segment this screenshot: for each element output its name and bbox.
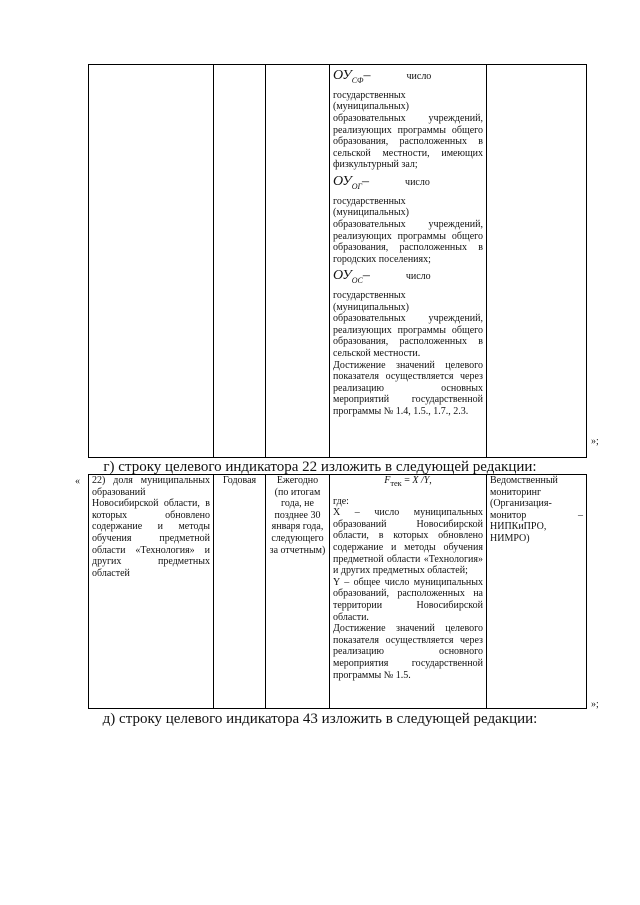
- y-description: Y – общее число муниципальных образований, расположенных на территории Новосибирской области.: [333, 576, 483, 623]
- timing: Ежегодно (по итогам года, не позднее 30 января года, следующего за отчетным): [266, 475, 330, 709]
- x-description: X – число муниципальных образований Новосибирской области, в которых обновлено содержание и методы обучения предметной области «Технология» и других предметных областей;: [333, 507, 483, 577]
- timing-cell: [266, 65, 330, 458]
- indicator-table-22: [88, 474, 587, 709]
- indicator-cell: [89, 65, 214, 458]
- source-cell: [487, 65, 587, 458]
- formula-variable: $ОУ_{ОГ}-$ число: [333, 173, 430, 191]
- indicator-table-continuation: [88, 64, 587, 458]
- variable-description: государственных (муниципальных) образовательных учреждений, реализующих программы общего образования, расположенных в городских поселениях;: [333, 195, 483, 265]
- variable-description: государственных (муниципальных) образовательных учреждений, реализующих программы общего образования, расположенных в сельской местности.: [333, 290, 483, 360]
- formula-variable: $ОУ_{СФ}-$ число: [333, 68, 432, 85]
- closing-quote: »;: [591, 436, 599, 447]
- achievement-text: Достижение значений целевого показателя осуществляется через реализацию основного мероприятия государственной программы № 1.5.: [333, 623, 483, 681]
- periodicity: Годовая: [214, 475, 266, 709]
- calculation-method-cell: [330, 65, 487, 458]
- indicator-name: 22) доля муниципальных образований Новосибирской области, в которых обновлено содержание и методы обучения предметной области «Технология» и других предметных областей: [89, 475, 214, 709]
- closing-quote: »;: [591, 699, 599, 710]
- where-label: где:: [333, 495, 349, 507]
- opening-quote: «: [75, 476, 80, 487]
- variable-description: государственных (муниципальных) образовательных учреждений, реализующих программы общего образования, расположенных в сельской местности, имеющих физкультурный зал;: [333, 89, 483, 171]
- achievement-text: Достижение значений целевого показателя осуществляется через реализацию основных мероприятий государственной программы № 1.4, 1.5., 1.7., 2.3.: [333, 359, 483, 418]
- section-heading-g: г) строку целевого индикатора 22 изложить в следующей редакции:: [103, 459, 537, 475]
- formula-variable: $ОУ_{ОС}-$ число: [333, 268, 431, 286]
- calculation-method: [330, 475, 487, 709]
- data-source: Ведомственный мониторинг (Организация-монитор – НИПКиПРО, НИМРО): [487, 475, 587, 709]
- formula: $F_{тек} = X$ /Y,: [384, 475, 432, 488]
- periodicity-cell: [214, 65, 266, 458]
- section-heading-d: д) строку целевого индикатора 43 изложить в следующей редакции:: [102, 711, 538, 727]
